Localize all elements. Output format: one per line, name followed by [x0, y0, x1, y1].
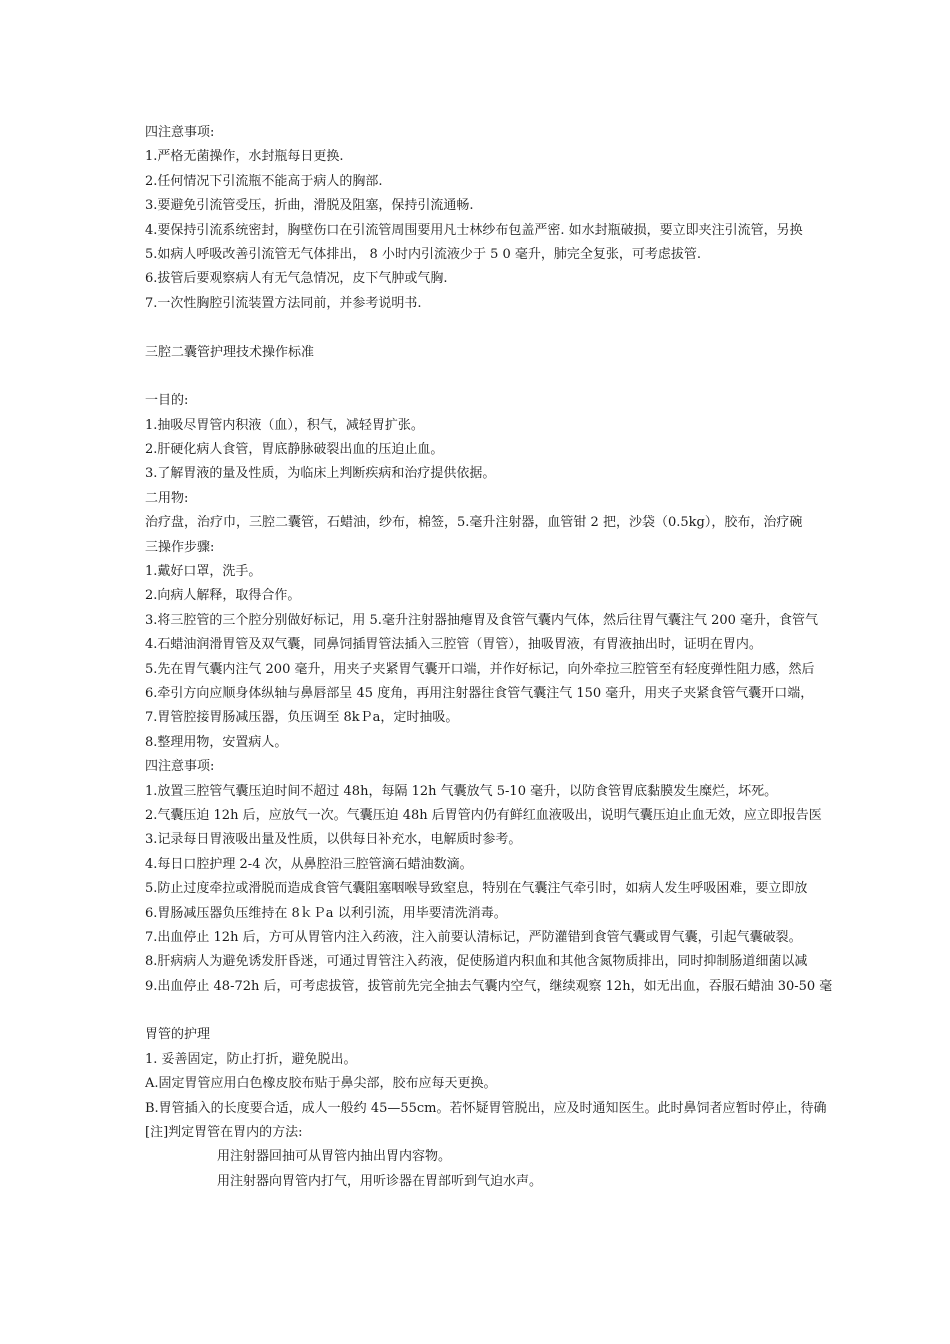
steps-heading: 三操作步骤:	[145, 539, 215, 555]
notes-item: 2.气囊压迫 12h 后，应放气一次。气囊压迫 48h 后胃管内仍有鲜红血液吸出，说明气囊压迫止血无效，应立即报告医	[145, 807, 822, 823]
purpose-heading: 一目的:	[145, 393, 189, 409]
method-note-heading: [注]判定胃管在胃内的方法:	[145, 1125, 303, 1141]
notes-item: 5.如病人呼吸改善引流管无气体排出， 8 小时内引流液少于 5 0 毫升，肺完全复张，可考虑拔管.	[145, 246, 702, 262]
document-body	[145, 121, 950, 1194]
step-item: 4.石蜡油润滑胃管及双气囊，同鼻饲插胃管法插入三腔管（胃管），抽吸胃液，有胃液抽出时，证明在胃内。	[145, 637, 762, 653]
care-item: B.胃管插入的长度要合适，成人一般约 45—55cm。若怀疑胃管脱出，应及时通知医生。此时鼻饲者应暂时停止，待确	[145, 1100, 827, 1116]
supplies-heading: 二用物:	[145, 490, 189, 506]
spacer	[145, 365, 950, 389]
notes-item: 1.放置三腔管气囊压迫时间不超过 48h，每隔 12h 气囊放气 5-10 毫升，以防食管胃底黏膜发生糜烂，坏死。	[145, 783, 778, 799]
notes-item: 3.记录每日胃液吸出量及性质，以供每日补充水，电解质时参考。	[145, 832, 522, 848]
section-heading-notes-1: 四注意事项:	[145, 125, 215, 140]
notes-item: 5.防止过度牵拉或滑脱而造成食管气囊阻塞咽喉导致窒息，特别在气囊注气牵引时，如病人发生呼吸困难，要立即放	[145, 881, 808, 897]
purpose-item: 1.抽吸尽胃管内积液（血），积气，减轻胃扩张。	[145, 417, 424, 433]
notes-item: 3.要避免引流管受压，折曲，滑脱及阻塞，保持引流通畅.	[145, 198, 474, 214]
spacer	[145, 999, 950, 1023]
step-item: 1.戴好口罩，洗手。	[145, 564, 262, 580]
step-item: 3.将三腔管的三个腔分别做好标记，用 5.毫升注射器抽瘪胃及食管气囊内气体，然后往胃气囊注气 200 毫升，食管气	[145, 612, 819, 628]
notes-item: 1.严格无菌操作，水封瓶每日更换.	[145, 149, 344, 165]
notes-item: 7.一次性胸腔引流装置方法同前，并参考说明书.	[145, 295, 422, 311]
care-item: A.固定胃管应用白色橡皮胶布贴于鼻尖部，胶布应每天更换。	[145, 1076, 497, 1092]
method-item: 用注射器向胃管内打气，用听诊器在胃部听到气迫水声。	[217, 1173, 543, 1189]
method-item: 用注射器回抽可从胃管内抽出胃内容物。	[217, 1149, 452, 1165]
step-item: 5.先在胃气囊内注气 200 毫升，用夹子夹紧胃气囊开口端，并作好标记，向外牵拉三腔管至有轻度弹性阻力感，然后	[145, 661, 815, 677]
purpose-item: 3.了解胃液的量及性质，为临床上判断疾病和治疗提供依据。	[145, 466, 496, 482]
spacer	[145, 316, 950, 340]
notes-item: 7.出血停止 12h 后，方可从胃管内注入药液，注入前要认清标记，严防灌错到食管气囊或胃气囊，引起气囊破裂。	[145, 929, 802, 945]
notes-item: 2.任何情况下引流瓶不能高于病人的胸部.	[145, 173, 383, 189]
supplies-text: 治疗盘，治疗巾，三腔二囊管，石蜡油，纱布，棉签，5.毫升注射器，血管钳 2 把，沙袋（0.5kg），胶布，治疗碗	[145, 515, 803, 531]
step-item: 7.胃管腔接胃肠减压器，负压调至 8kＰa，定时抽吸。	[145, 710, 459, 726]
step-item: 6.牵引方向应顺身体纵轴与鼻唇部呈 45 度角，再用注射器往食管气囊注气 150 毫升，用夹子夹紧食管气囊开口端，	[145, 685, 814, 701]
notes-item: 6.拔管后要观察病人有无气急情况，皮下气肿或气胸.	[145, 271, 448, 287]
notes-item: 4.要保持引流系统密封，胸壁伤口在引流管周围要用凡士林纱布包盖严密. 如水封瓶破损，要立即夹注引流管，另换	[145, 222, 803, 238]
notes-item: 6.胃肠减压器负压维持在 8ｋＰa 以利引流，用毕要清洗消毒。	[145, 905, 507, 921]
purpose-item: 2.肝硬化病人食管，胃底静脉破裂出血的压迫止血。	[145, 442, 444, 458]
notes-item: 4.每日口腔护理 2-4 次，从鼻腔沿三腔管滴石蜡油数滴。	[145, 856, 473, 872]
notes-heading-2: 四注意事项:	[145, 759, 215, 775]
section-title-tube: 三腔二囊管护理技术操作标准	[145, 344, 315, 360]
step-item: 8.整理用物，安置病人。	[145, 734, 288, 750]
care-item: 1. 妥善固定，防止打折，避免脱出。	[145, 1051, 357, 1067]
section-title-gastric-tube: 胃管的护理	[145, 1027, 211, 1043]
notes-item: 9.出血停止 48-72h 后，可考虑拔管，拔管前先完全抽去气囊内空气，继续观察 12h，如无出血，吞服石蜡油 30-50 毫	[145, 978, 833, 994]
step-item: 2.向病人解释，取得合作。	[145, 588, 301, 604]
notes-item: 8.肝病病人为避免诱发肝昏迷，可通过胃管注入药液，促使肠道内积血和其他含氮物质排出，同时抑制肠道细菌以减	[145, 954, 808, 970]
